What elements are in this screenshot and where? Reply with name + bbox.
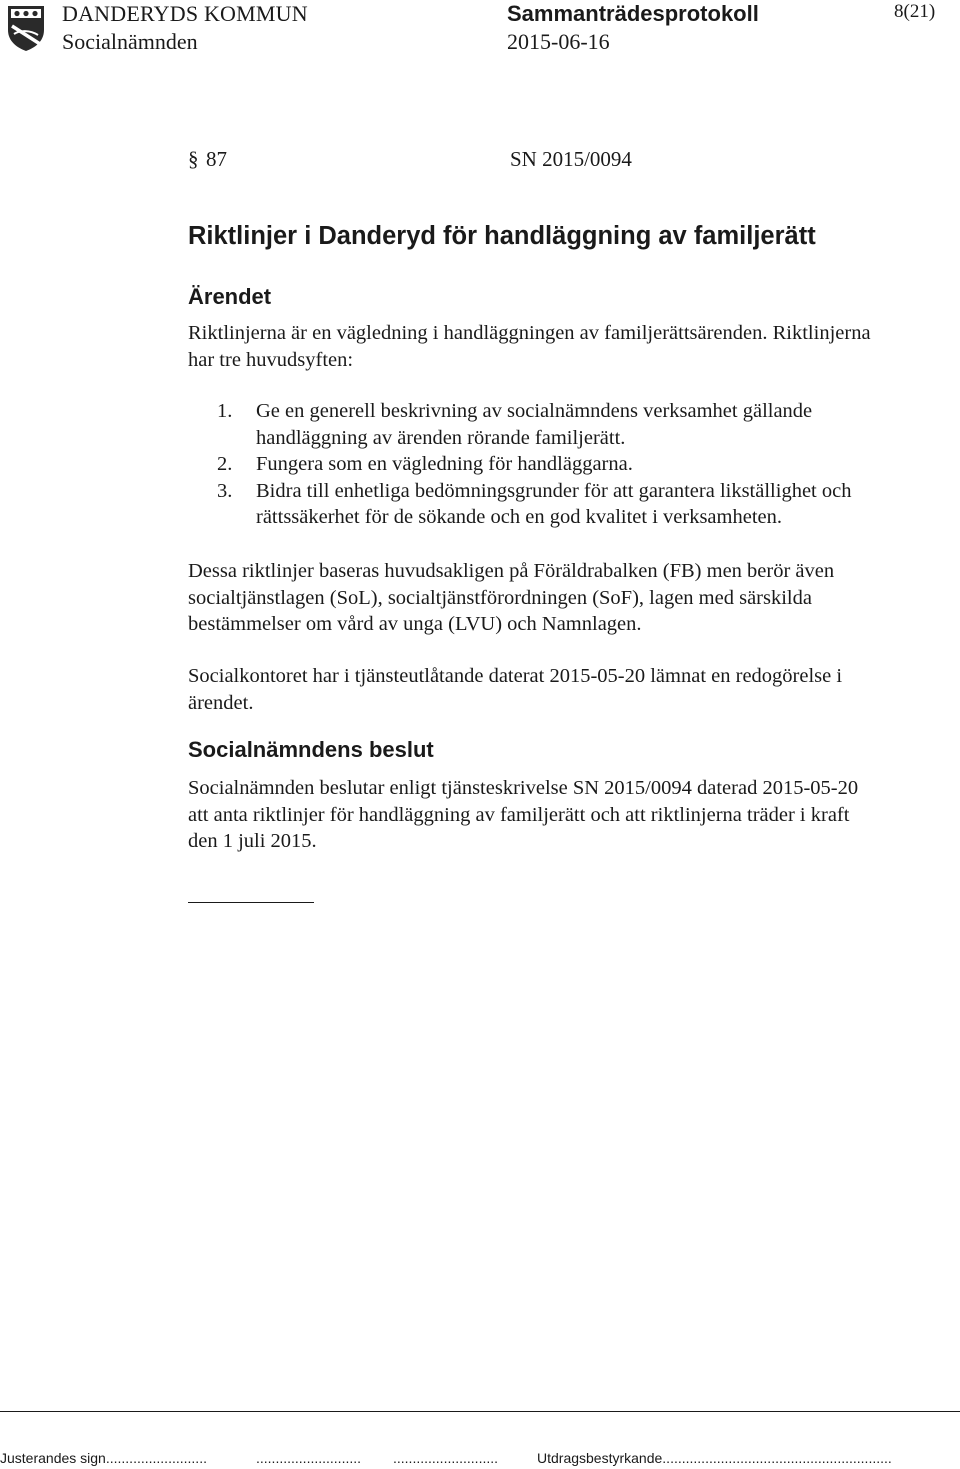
intro-paragraph: Riktlinjerna är en vägledning i handläggningen av familjerättsärenden. Riktlinjerna har tre huvudsyften:: [188, 322, 871, 371]
section-heading-beslut: Socialnämndens beslut: [188, 737, 434, 762]
footer-extract-label: Utdragsbestyrkande...........................................................: [537, 1450, 892, 1466]
header-organization: DANDERYDS KOMMUN: [62, 1, 308, 26]
section-symbol: §: [188, 147, 199, 171]
list-item: [217, 398, 897, 451]
legal-basis-paragraph: Dessa riktlinjer baseras huvudsakligen på Föräldrabalken (FB) men berör även socialtjänstlagen (SoL), socialtjänstförordningen (SoF), lagen med särskilda bestämmelser om vård av unga (LVU) och Namnlagen.: [188, 560, 835, 635]
end-divider: [188, 902, 314, 903]
document-title: Riktlinjer i Danderyd för handläggning av familjerätt: [188, 222, 816, 250]
report-paragraph: Socialkontoret har i tjänsteutlåtande daterat 2015-05-20 lämnat en redogörelse i ärendet.: [188, 665, 843, 714]
purpose-list: [217, 398, 897, 531]
list-item-text: Ge en generell beskrivning av socialnämndens verksamhet gällande handläggning av ärenden rörande familjerätt.: [256, 400, 813, 449]
decision-paragraph: Socialnämnden beslutar enligt tjänsteskrivelse SN 2015/0094 daterad 2015-05-20 att anta riktlinjer för handläggning av familjerätt och att riktlinjerna träder i kraft den 1 juli 2015.: [188, 777, 859, 852]
list-item: [217, 451, 897, 478]
list-item: [217, 478, 897, 531]
footer-sign-dots: ...........................: [256, 1450, 362, 1466]
header-date: 2015-06-16: [507, 29, 610, 54]
footer-sign-label: Justerandes sign..........................: [0, 1450, 207, 1466]
paragraph-line: [188, 147, 632, 172]
footer-divider: [0, 1411, 960, 1412]
list-item-number: 1.: [217, 400, 233, 422]
list-item-text: Fungera som en vägledning för handläggarna.: [256, 453, 633, 475]
list-item-number: 2.: [217, 453, 233, 475]
list-item-text: Bidra till enhetliga bedömningsgrunder för att garantera likställighet och rättssäkerhet för de sökande och en god kvalitet i verksamheten.: [256, 479, 852, 528]
header-committee: Socialnämnden: [62, 29, 198, 54]
footer-sign-dots: ...........................: [393, 1450, 499, 1466]
paragraph-number: 87: [206, 147, 227, 171]
page-number: 8(21): [894, 1, 936, 22]
case-number: SN 2015/0094: [510, 147, 632, 171]
section-heading-arendet: Ärendet: [188, 284, 272, 309]
header-document-title: Sammanträdesprotokoll: [507, 1, 759, 26]
municipality-crest-icon: [6, 4, 46, 52]
list-item-number: 3.: [217, 479, 233, 502]
